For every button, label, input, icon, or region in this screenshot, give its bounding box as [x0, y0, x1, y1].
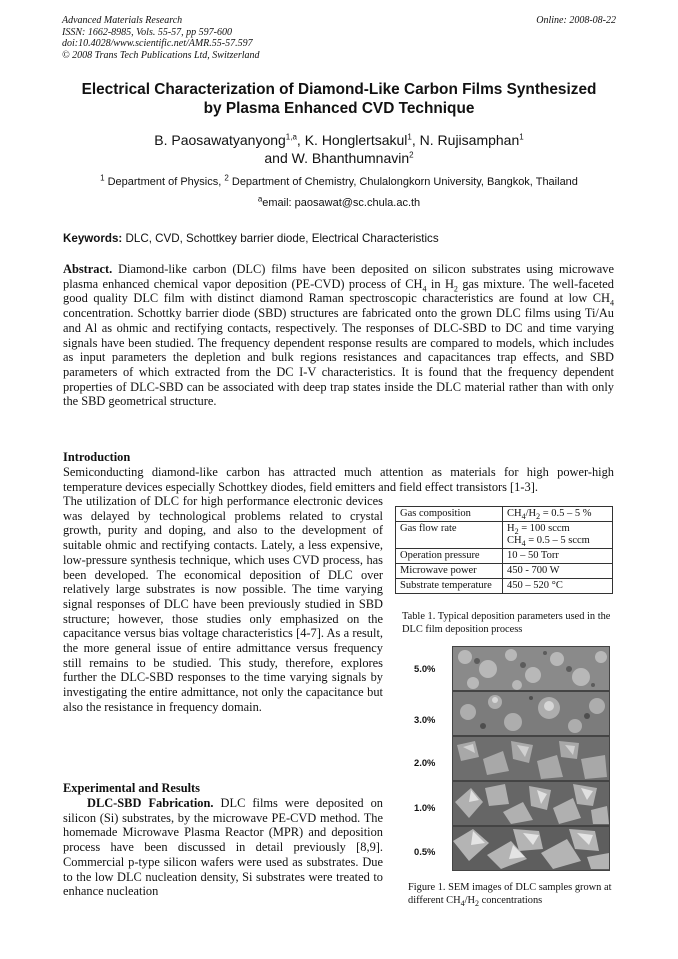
email: $^a$email: paosawat@sc.chula.ac.th — [257, 194, 421, 209]
email-address[interactable]: email: paosawat@sc.chula.ac.th — [262, 197, 421, 209]
journal-name: Advanced Materials Research — [62, 15, 183, 26]
author-1: B. Paosawatyanyong — [154, 132, 286, 148]
sem-label-1: 1.0% — [414, 802, 436, 813]
sem-image-1 — [452, 781, 610, 826]
table-row: Gas composition $CH_4/H_2 = 0.5 - 5$ % — [396, 507, 613, 522]
sem-label-05: 0.5% — [414, 846, 436, 857]
issn: ISSN: 1662-8985, Vols. 55-57, pp 597-600 — [62, 26, 232, 38]
experimental-paragraph: DLC-SBD Fabrication. DLC films were deposited on silicon (Si) substrates, by the microwave PE-CVD method. The homemade Microwave Plasma Reactor (MPR) and deposition process have been discussed in detail previously [8,9]. Commercial p-type silicon wafers were used as substrates. Due to the low DLC nucleation density, Si substrates were treated to enhance nucleation — [63, 796, 383, 899]
fabrication-label: DLC-SBD Fabrication. — [87, 796, 214, 810]
intro-heading: Introduction — [63, 450, 131, 464]
table-row: Operation pressure 10 – 50 Torr — [396, 549, 613, 564]
affiliations: $^1$ Department of Physics, $^2$ Department of Chemistry, Chulalongkorn University, Bangkok, Thailand — [100, 173, 578, 188]
authors: B. Paosawatyanyong$^{1,a}$, K. Honglertsakul$^1$, N. Rujisamphan$^1$ and W. Bhanthumnavin$^2$ — [154, 132, 524, 166]
table-caption: Table 1. Typical deposition parameters used in the DLC film deposition process — [402, 611, 611, 635]
sem-image-5 — [452, 646, 610, 691]
sem-label-3: 3.0% — [414, 714, 436, 725]
sem-label-2: 2.0% — [414, 757, 436, 768]
figure-caption: Figure 1. SEM images of DLC samples grown at different $CH_4/H_2$ concentrations — [408, 882, 612, 909]
author-4: and W. Bhanthumnavin — [264, 150, 410, 166]
table-row: Gas flow rate $H_2 = 100$ sccm $CH_4 = 0.5 - 5$ sccm — [396, 522, 613, 549]
sem-image-2 — [452, 736, 610, 781]
experimental-heading: Experimental and Results — [63, 781, 200, 795]
doi: doi:10.4028/www.scientific.net/AMR.55-57.597 — [62, 38, 253, 50]
deposition-parameters-table — [395, 506, 613, 594]
keywords: Keywords: DLC, CVD, Schottkey barrier diode, Electrical Characteristics — [63, 232, 439, 245]
sem-image-05 — [452, 826, 610, 871]
author-3: , N. Rujisamphan — [411, 132, 520, 148]
abstract-label: Abstract. — [63, 262, 113, 276]
intro-paragraph-column: The utilization of DLC for high performance electronic devices was delayed by technological problems related to crystal growth, purity and doping, and also to the development of suitable ohmic and rectifying contacts. Lately, a less expensive, low-pressure synthesis technique, which uses CVD process, has been developed. The economical deposition of DLC over relatively large substrates is now possible. The time varying signal responses of DLC have been previously studied in SBD structure; however, those studies only emphasized on the capacitance versus bias voltage characteristics [4-7]. As a result, the more general issue of entire admittance versus frequency still remains to be studied. This study, therefore, explores further the DLC-SBD responses to the time varying signals by investigating the entire admittance, not only the capacitance but also the resistance in frequency domain. — [63, 494, 383, 714]
sem-label-5: 5.0% — [414, 663, 436, 674]
abstract: Abstract. Diamond-like carbon (DLC) films have been deposited on silicon substrates using microwave plasma enhanced chemical vapor deposition (PE-CVD) process of $CH_4$ in $H_2$ gas mixture. The well-faceted good quality DLC film with distinct diamond Raman spectroscopic characteristics are found at low $CH_4$ concentration. Schottky barrier diode (SBD) structures are fabricated onto the grown DLC films using Ti/Au and Al as ohmic and rectifying contacts, respectively. The responses of DLC-SBD to DC and time varying signals have been studied. The frequency dependent response results are compared to models, which includes as input parameters the depletion and bulk regions resistances and capacitances trap effects, and SBD parameters of which extracted from the DC I-V characteristics. It is found that the frequency dependent properties of DLC-SBD can be associated with deep trap states inside the DLC material rather than with only the SBD geometrical structure. — [63, 262, 614, 409]
journal-header — [62, 15, 260, 61]
table-row: Microwave power 450 - 700 W — [396, 564, 613, 579]
paper-title — [40, 80, 638, 118]
title-line-2: by Plasma Enhanced CVD Technique — [203, 100, 475, 117]
author-2: , K. Honglertsakul — [296, 132, 408, 148]
title-line-1: Electrical Characterization of Diamond-Like Carbon Films Synthesized — [81, 81, 597, 98]
intro-paragraph-full: Semiconducting diamond-like carbon has attracted much attention as materials for high power-high temperature devices especially Schottkey diodes, field emitters and field effect transistors [1-3]. — [63, 465, 614, 494]
online-date: Online: 2008-08-22 — [536, 15, 616, 26]
copyright: © 2008 Trans Tech Publications Ltd, Switzerland — [62, 49, 260, 61]
table-row: Substrate temperature 450 – 520 °C — [396, 579, 613, 594]
keywords-label: Keywords: — [63, 232, 123, 245]
sem-image-3 — [452, 691, 610, 736]
